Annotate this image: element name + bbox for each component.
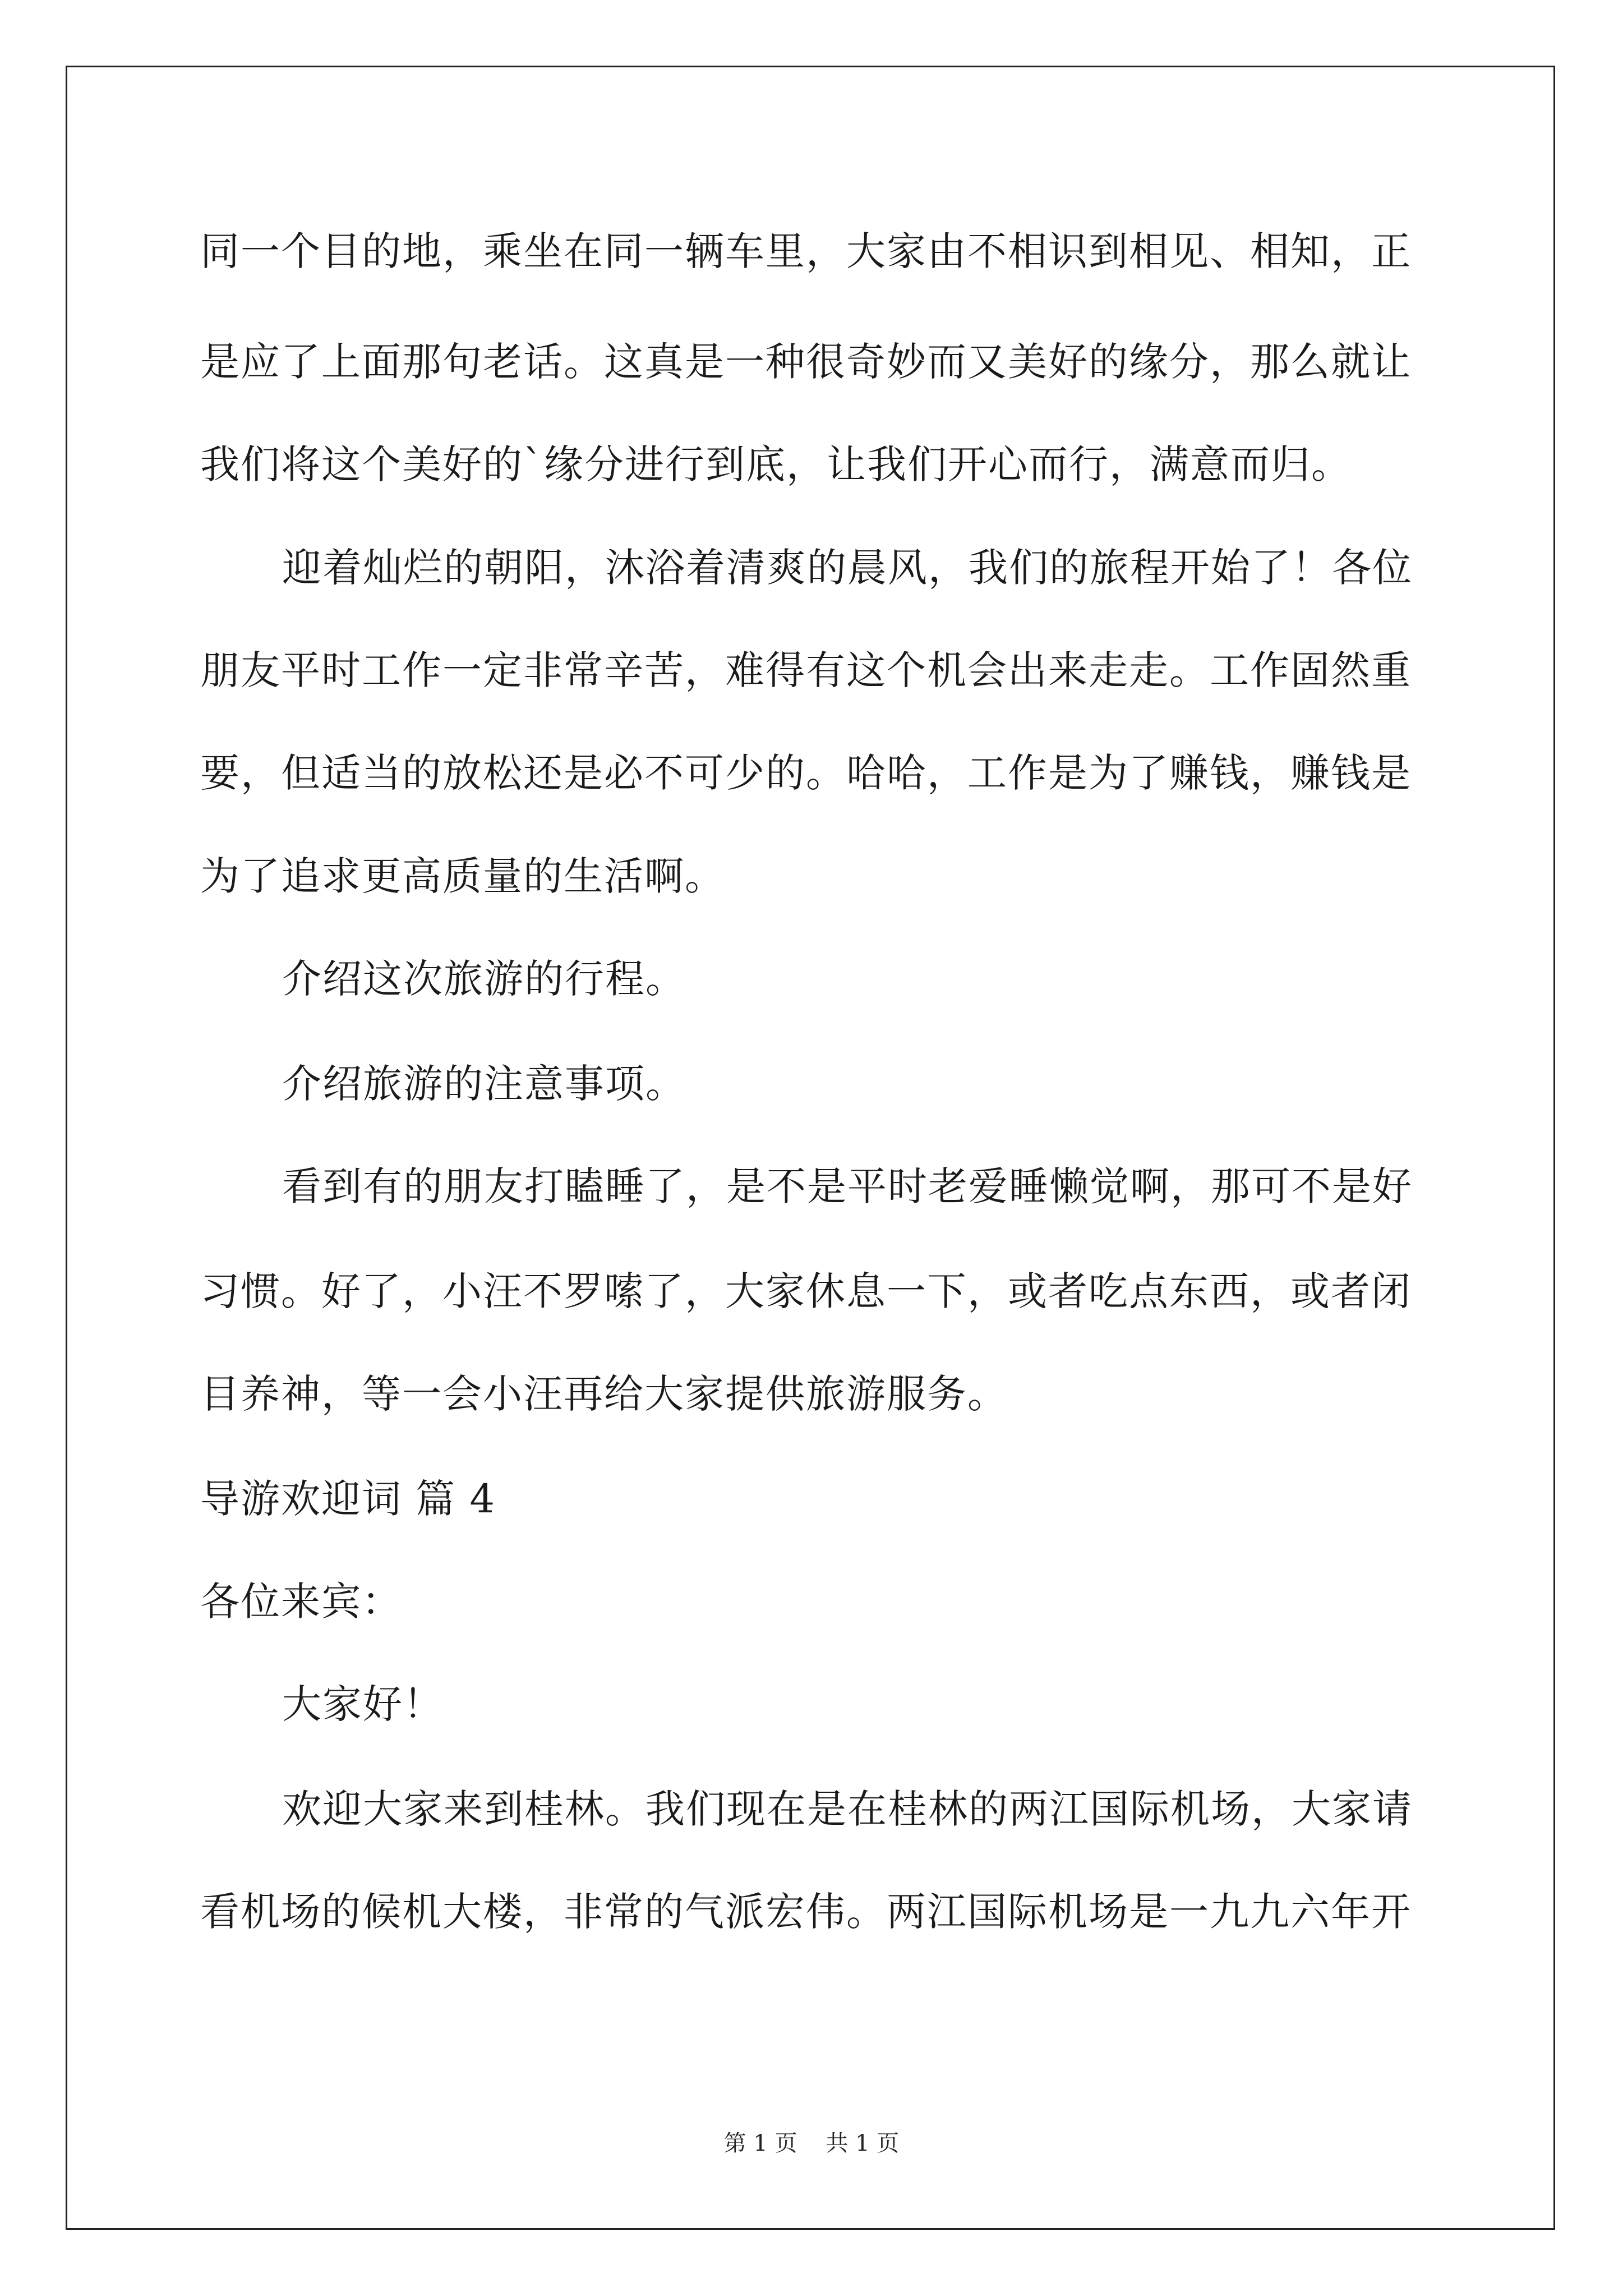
- paragraph-line: 看机场的候机大楼，非常的气派宏伟。两江国际机场是一九九六年开: [200, 1889, 1412, 1935]
- paragraph-line: 欢迎大家来到桂林。我们现在是在桂林的两江国际机场，大家请: [282, 1786, 1413, 1832]
- salutation: 各位来宾：: [200, 1579, 402, 1625]
- paragraph-line: 朋友平时工作一定非常辛苦，难得有这个机会出来走走。工作固然重: [200, 647, 1412, 693]
- paragraph-line: 要，但适当的放松还是必不可少的。哈哈，工作是为了赚钱，赚钱是: [200, 750, 1412, 796]
- paragraph-line: 是应了上面那句老话。这真是一种很奇妙而又美好的缘分，那么就让: [200, 339, 1412, 385]
- paragraph-line: 迎着灿烂的朝阳，沐浴着清爽的晨风，我们的旅程开始了！各位: [282, 545, 1413, 591]
- paragraph-line: 目养神，等一会小汪再给大家提供旅游服务。: [200, 1371, 1008, 1417]
- greeting: 大家好！: [282, 1681, 444, 1727]
- paragraph-line: 我们将这个美好的`缘分进行到底，让我们开心而行，满意而归。: [200, 441, 1352, 487]
- paragraph-line: 看到有的朋友打瞌睡了，是不是平时老爱睡懒觉啊，那可不是好: [282, 1163, 1413, 1209]
- page-footer: 第 1 页 共 1 页: [723, 2131, 900, 2156]
- paragraph-line: 为了追求更高质量的生活啊。: [200, 853, 725, 899]
- paragraph-line: 介绍旅游的注意事项。: [282, 1061, 686, 1107]
- paragraph-line: 习惯。好了，小汪不罗嗦了，大家休息一下，或者吃点东西，或者闭: [200, 1268, 1412, 1314]
- paragraph-line: 同一个目的地，乘坐在同一辆车里，大家由不相识到相见、相知，正: [200, 228, 1412, 274]
- paragraph-line: 介绍这次旅游的行程。: [282, 956, 686, 1002]
- section-heading: 导游欢迎词 篇 4: [200, 1476, 496, 1522]
